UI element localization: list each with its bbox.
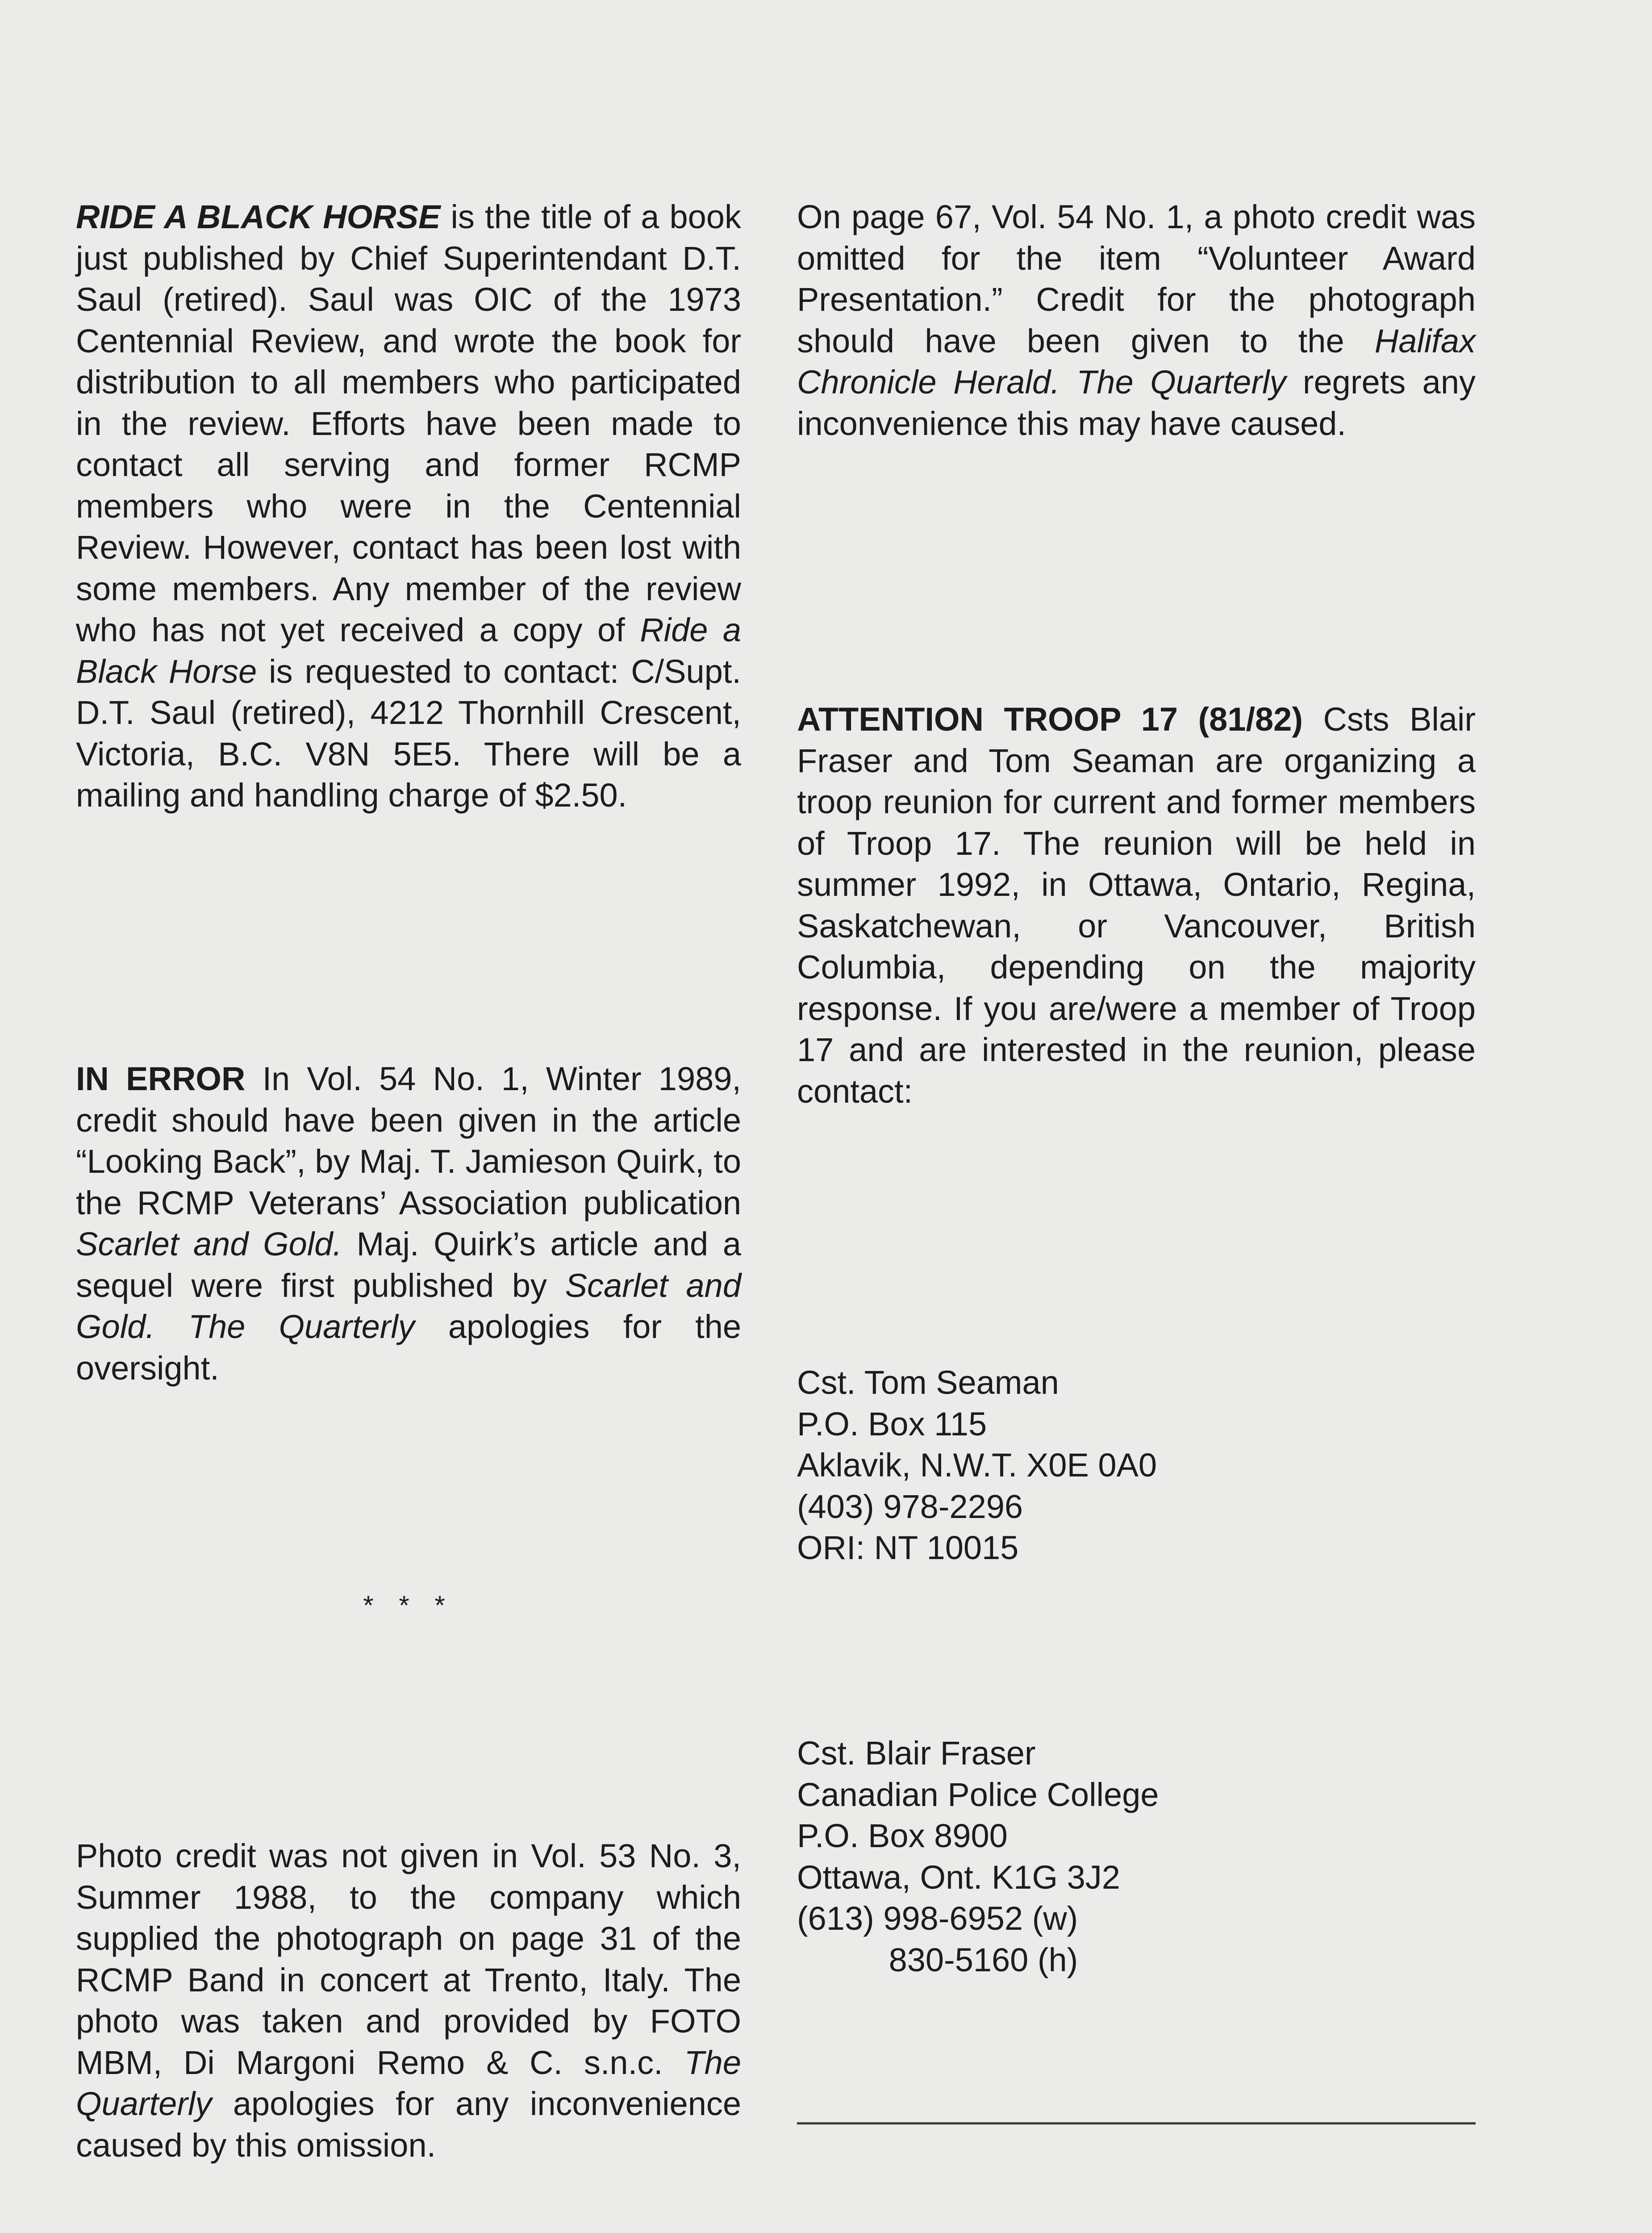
in-error-headline: IN ERROR xyxy=(76,1060,246,1097)
troop-17-article xyxy=(797,699,1476,1112)
divider-rule xyxy=(797,2122,1476,2124)
troop-headline: ATTENTION TROOP 17 (81/82) xyxy=(797,701,1303,738)
photo-omitted-article xyxy=(797,197,1476,444)
ride-text-2: is requested to contact: C/Supt. D.T. Saul (retired), 4212 Thornhill Crescent, Victoria, B.C. V8N 5E5. There will be a mailing and handling charge of $2.50. xyxy=(76,652,741,814)
credit-text-1: On page 67, Vol. 54 No. 1, a photo credit was omitted for the item “Volunteer Award Presentation.” Credit for the photograph should have been given to the xyxy=(797,198,1476,360)
address-line: P.O. Box 115 xyxy=(797,1405,987,1443)
photo-text-1: Photo credit was not given in Vol. 53 No. 3, Summer 1988, to the company which supplied the photograph on page 31 of the RCMP Band in concert at Trento, Italy. The photo was taken and provided by FOTO MBM, Di Margoni Remo & C. s.n.c. xyxy=(76,1837,741,2081)
in-error-article xyxy=(76,1058,741,1389)
address-line: ORI: NT 10015 xyxy=(797,1529,1019,1566)
error-text-4: apologies for the oversight. xyxy=(76,1308,742,1387)
ride-text-1: is the title of a book just published by Chief Superintendant D.T. Saul (retired). Saul was OIC of the 1973 Centennial Review, and wrote the book for distribution to all members who participated in the review. Efforts have been made to contact all serving and former RCMP members who were in the Centennial Review. However, contact has been lost with some members. Any member of the review who has not yet received a copy of xyxy=(76,198,741,648)
error-text-2: Maj. Quirk’s article and a sequel were first published by xyxy=(76,1225,742,1304)
seaman-contact-block xyxy=(797,1362,1157,1569)
error-italic-1: Scarlet and Gold. xyxy=(76,1225,342,1263)
separator-stars-1: * * * xyxy=(363,1590,454,1620)
error-text-1: In Vol. 54 No. 1, Winter 1989, credit should have been given in the article “Looking Back”, by Maj. T. Jamieson Quirk, to the RCMP Veterans’ Association publication xyxy=(76,1060,741,1221)
address-line: Cst. Tom Seaman xyxy=(797,1364,1059,1401)
address-line: Cst. Blair Fraser xyxy=(797,1735,1036,1772)
ride-book-title: Ride a Black Horse xyxy=(76,611,742,690)
address-line: 830-5160 (h) xyxy=(797,1941,1078,1978)
error-italic-3: The Quarterly xyxy=(188,1308,415,1345)
troop-text: Csts Blair Fraser and Tom Seaman are organizing a troop reunion for current and former members of Troop 17. The reunion will be held in summer 1992, in Ottawa, Ontario, Regina, Saskatchewan, or Vancouver, British Columbia, depending on the majority response. If you are/were a member of Troop 17 and are interested in the reunion, please contact: xyxy=(797,701,1476,1110)
address-line: Aklavik, N.W.T. X0E 0A0 xyxy=(797,1447,1157,1484)
credit-italic-1: Halifax Chronicle Herald. The Quarterly xyxy=(797,322,1476,401)
photo-credit-article xyxy=(76,1836,741,2166)
address-line: (613) 998-6952 (w) xyxy=(797,1900,1078,1937)
error-text-3 xyxy=(155,1308,188,1345)
address-line: Ottawa, Ont. K1G 3J2 xyxy=(797,1858,1120,1896)
ride-headline: RIDE A BLACK HORSE xyxy=(76,198,441,235)
photo-italic-1: The Quarterly xyxy=(76,2044,741,2122)
photo-text-2: apologies for any inconvenience caused by this omission. xyxy=(76,2085,741,2164)
error-italic-2: Scarlet and Gold. xyxy=(76,1267,741,1345)
fraser-contact-block xyxy=(797,1733,1159,1981)
ride-a-black-horse-article xyxy=(76,197,741,816)
address-line: Canadian Police College xyxy=(797,1776,1159,1813)
address-line: P.O. Box 8900 xyxy=(797,1817,1008,1854)
address-line: (403) 978-2296 xyxy=(797,1488,1023,1525)
credit-text-2: regrets any inconvenience this may have caused. xyxy=(797,364,1476,442)
